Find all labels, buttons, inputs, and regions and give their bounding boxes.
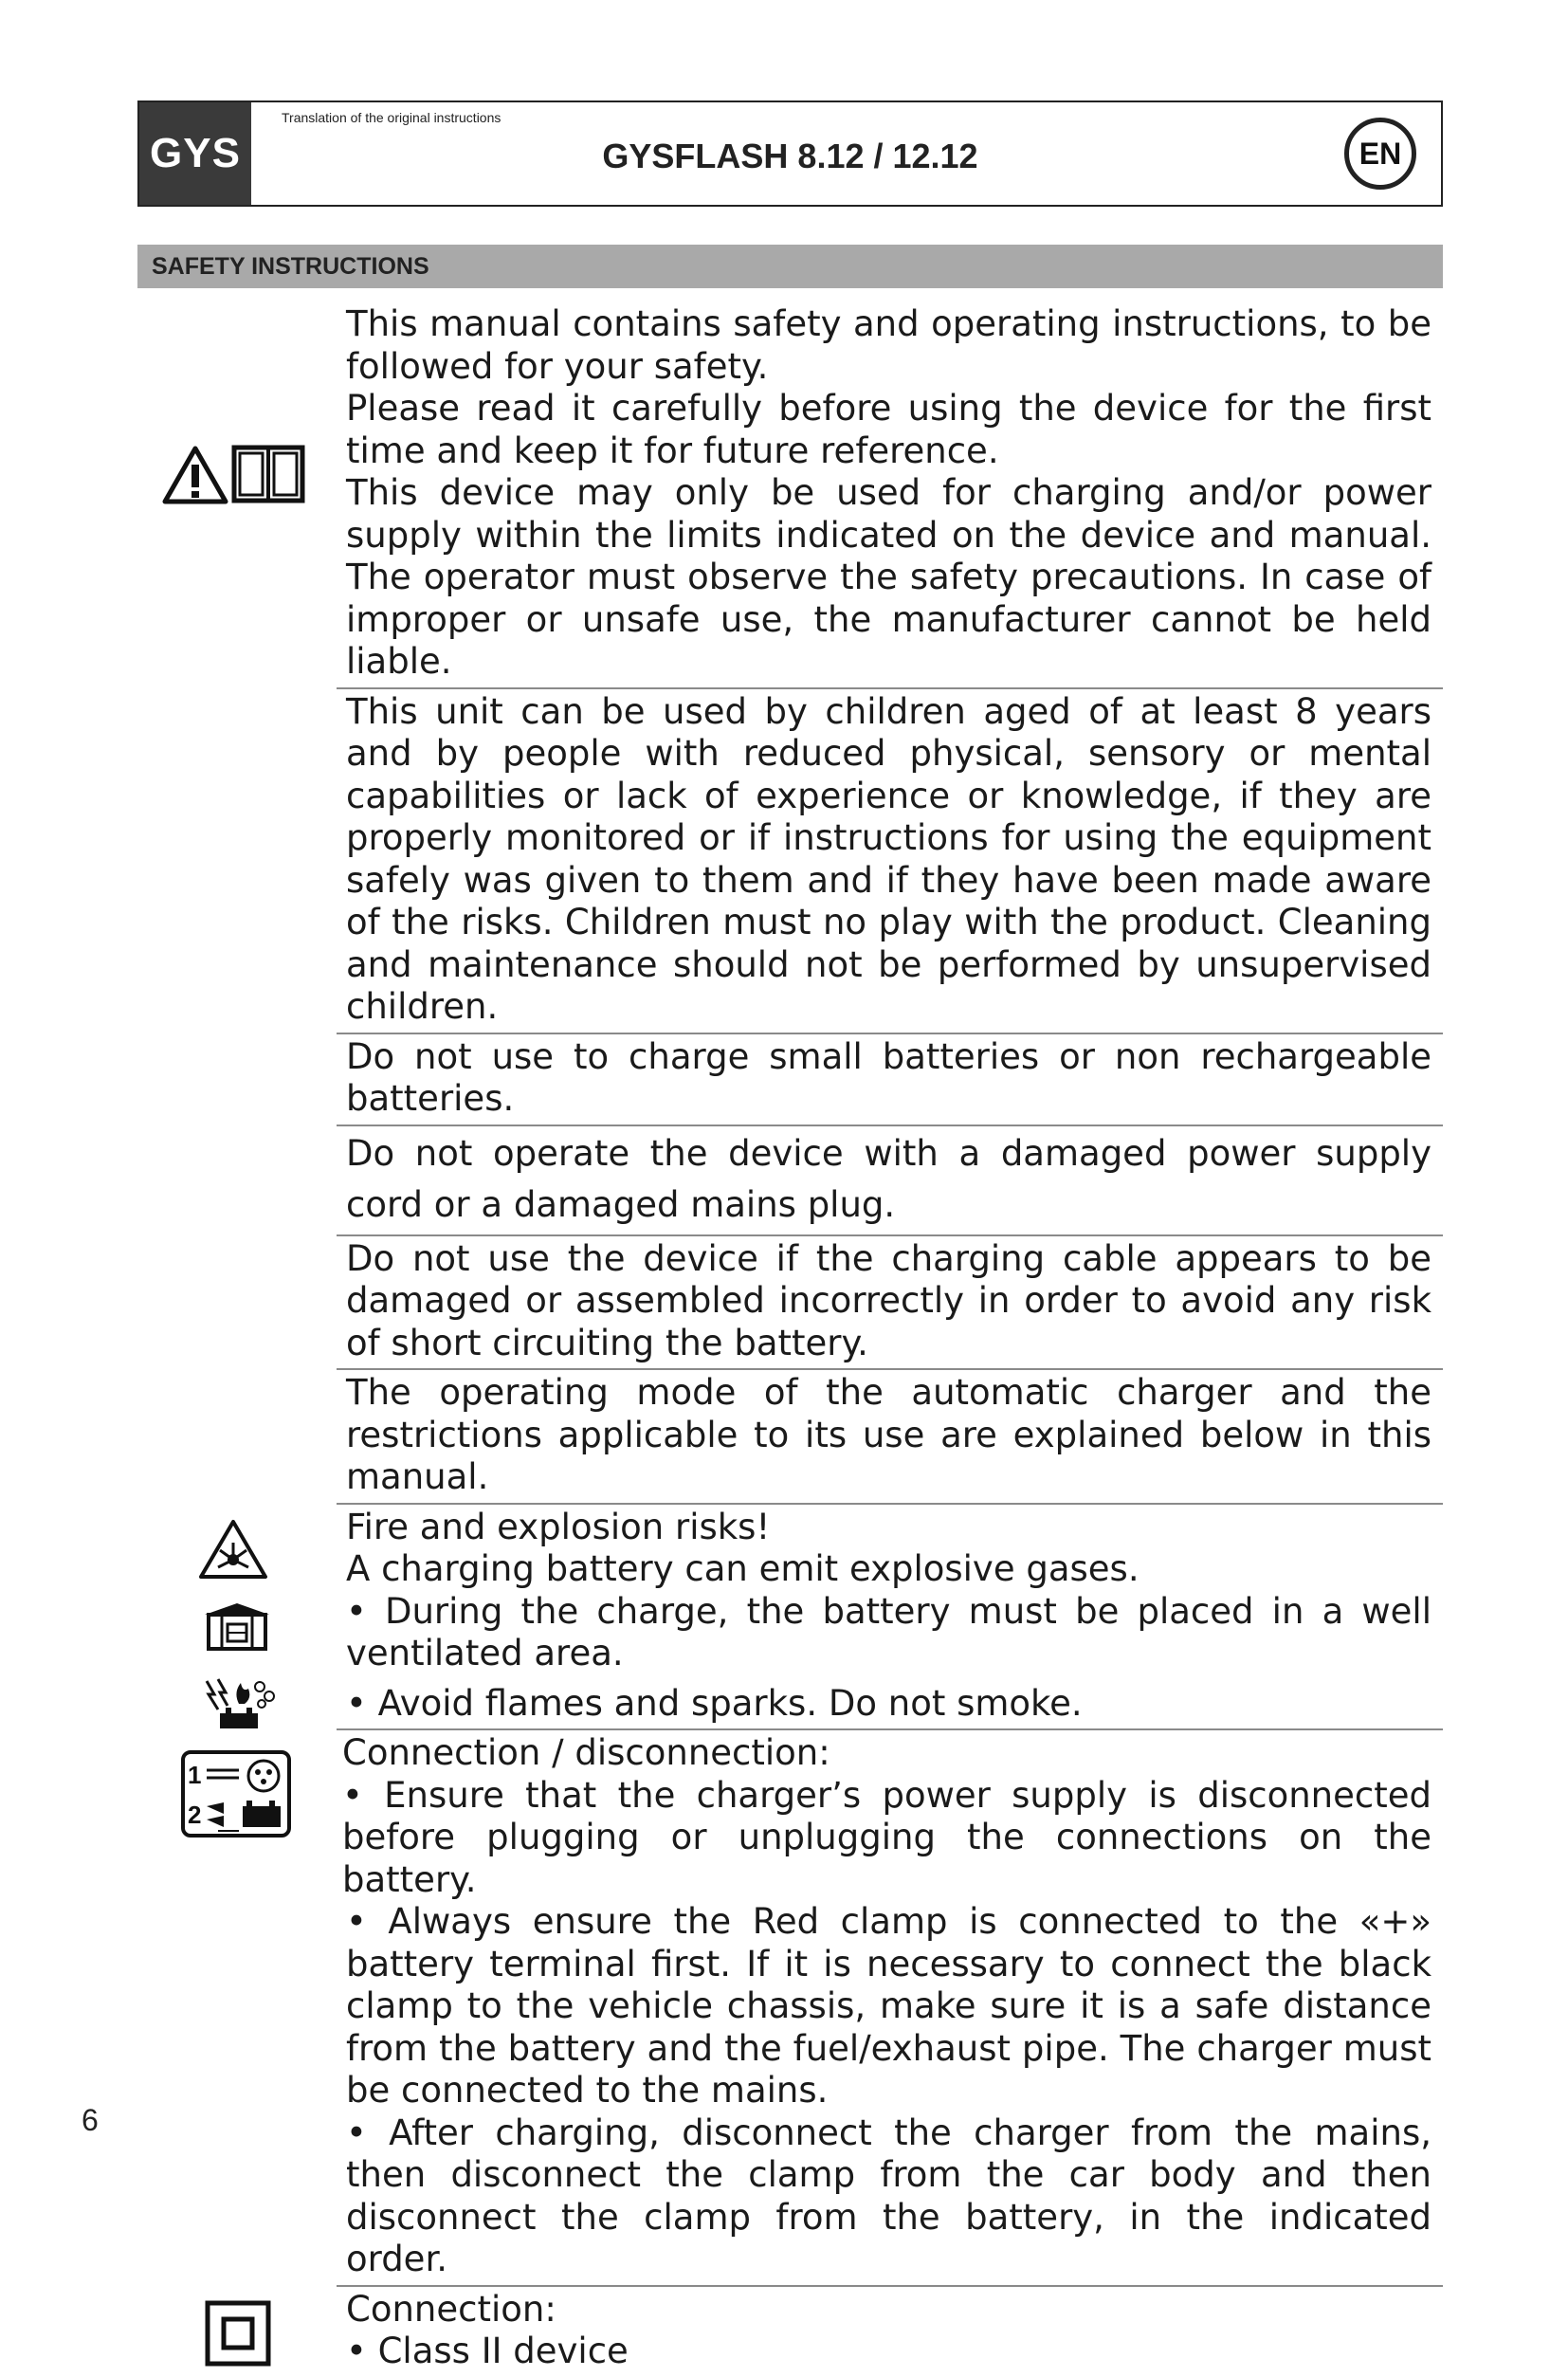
paragraph: Please read it carefully before using the device for the first time and keep it for future reference. [346,388,1431,471]
gys-logo: GYS [139,102,251,205]
paragraph: Do not operate the device with a damaged power supply cord or a damaged mains plug. [346,1132,1431,1225]
paragraph: This manual contains safety and operating instructions, to be followed for your safety. [346,303,1431,387]
class-ii-device-icon [205,2300,271,2370]
block-text [337,1034,1443,1126]
safety-instructions-list [137,302,1443,2377]
block-text [337,2287,1443,2377]
paragraph: • Always ensure the Red clamp is connected to the «+» battery terminal first. If it is necessary to connect the black clamp to the vehicle chassis, make sure it is a safe distance from the battery and the fuel/exhaust pipe. The charger must be connected to the mains. [346,1901,1431,2111]
safety-block-operating-mode [137,1370,1443,1505]
block-text [337,689,1443,1034]
warning-triangle-icon [162,446,228,508]
block-text [337,1505,1443,1731]
block-text [337,302,1443,689]
translation-note: Translation of the original instructions [282,110,501,125]
manual-book-icon [230,444,306,508]
safety-block-manual [137,302,1443,689]
safety-block-small-batteries [137,1034,1443,1126]
language-badge: EN [1344,118,1416,190]
no-flames-sparks-icon [197,1675,277,1736]
section-title: SAFETY INSTRUCTIONS [152,252,429,280]
connection-order-icon [180,1749,292,1842]
paragraph: • After charging, disconnect the charger from the mains, then disconnect the clamp from the car body and then disconnect the clamp from the battery, in the indicated order. [346,2112,1431,2279]
document-header [137,101,1443,207]
safety-block-damaged-cable [137,1236,1443,1371]
block-text [337,1730,1443,2287]
paragraph: Do not use to charge small batteries or non rechargeable batteries. [346,1035,1431,1119]
block-text [337,1126,1443,1236]
page-number: 6 [82,2103,99,2137]
paragraph: Fire and explosion risks! [346,1506,771,1547]
safety-block-damaged-cord [137,1126,1443,1236]
paragraph: The operating mode of the automatic charger and the restrictions applicable to its use are explained below in this manual. [346,1372,1431,1497]
explosion-warning-icon [197,1518,269,1584]
block-text [337,1370,1443,1505]
safety-block-children [137,689,1443,1034]
paragraph: A charging battery can emit explosive gases. [346,1548,1140,1589]
safety-block-fire-explosion [137,1505,1443,1731]
paragraph: This unit can be used by children aged of at least 8 years and by people with reduced physical, sensory or mental capabilities or lack of experience or knowledge, if they are properly monitored or if instructions for using the equipment safely was given to them and if they have been made aware of the risks. Children must no play with the product. Cleaning and maintenance should not be performed by unsupervised children. [346,690,1431,1027]
icon-step-label: 2 [188,1801,202,1829]
paragraph: This device may only be used for charging and/or power supply within the limits indicated on the device and manual. The operator must observe the safety precautions. In case of improper or unsafe use, the manufacturer cannot be held liable. [346,472,1431,682]
icon-step-label: 1 [188,1761,202,1789]
block-text [337,1236,1443,1371]
paragraph: • Ensure that the charger’s power supply is disconnected before plugging or unplugging the connections on the battery. [342,1774,1431,1900]
paragraph: Connection / disconnection: [342,1732,830,1773]
paragraph: Connection: [346,2288,556,2330]
paragraph: • Avoid flames and sparks. Do not smoke. [346,1682,1083,1724]
safety-block-connection-disconnection [137,1730,1443,2287]
paragraph: Do not use the device if the charging cable appears to be damaged or assembled incorrectly in order to avoid any risk of short circuiting the battery. [346,1237,1431,1363]
paragraph: • During the charge, the battery must be placed in a well ventilated area. [346,1590,1431,1673]
ventilated-area-icon [201,1600,273,1656]
document-title: GYSFLASH 8.12 / 12.12 [602,137,978,175]
section-title-bar [137,245,1443,288]
safety-block-class-ii [137,2287,1443,2377]
paragraph: • Class II device [346,2331,629,2371]
